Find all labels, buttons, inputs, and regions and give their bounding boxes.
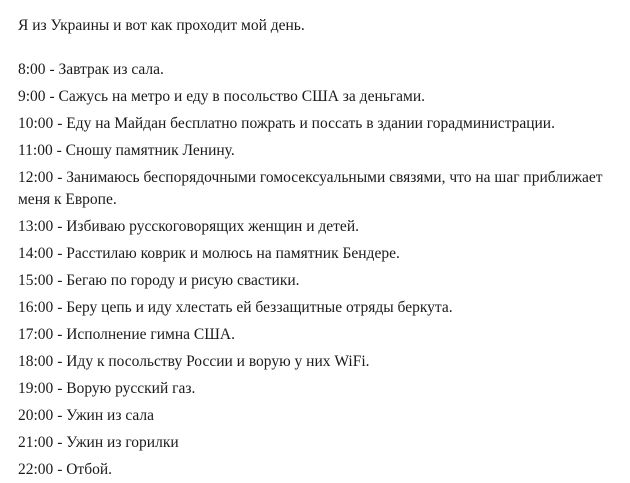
entry-time: 11:00 <box>18 141 53 159</box>
schedule-entry <box>18 432 612 454</box>
entry-separator: - <box>53 114 67 132</box>
entry-separator: - <box>53 298 67 316</box>
entry-time: 17:00 <box>18 325 54 343</box>
schedule-entry <box>18 140 612 162</box>
schedule-list <box>18 59 612 481</box>
entry-time: 15:00 <box>18 271 54 289</box>
entry-text: Исполнение гимна США. <box>66 325 235 343</box>
intro-paragraph: Я из Украины и вот как проходит мой день. <box>18 17 305 34</box>
schedule-entry <box>18 459 612 481</box>
entry-text: Завтрак из сала. <box>58 60 164 78</box>
schedule-entry <box>18 405 612 427</box>
entry-separator: - <box>53 460 67 478</box>
entry-time: 16:00 <box>18 298 54 316</box>
entry-text: Ворую русский газ. <box>66 379 196 397</box>
entry-text: Занимаюсь беспорядочными гомосексуальными связями, что на шаг приближает меня к Европе. <box>18 168 603 208</box>
schedule-entry <box>18 216 612 238</box>
entry-time: 21:00 <box>18 433 54 451</box>
entry-time: 22:00 <box>18 460 54 478</box>
entry-separator: - <box>53 271 67 289</box>
entry-text: Сажусь на метро и еду в посольство США за деньгами. <box>58 87 426 105</box>
entry-time: 18:00 <box>18 352 54 370</box>
entry-time: 8:00 <box>18 60 46 78</box>
entry-separator: - <box>52 141 66 159</box>
entry-separator: - <box>53 406 67 424</box>
schedule-entry <box>18 270 612 292</box>
entry-separator: - <box>53 244 67 262</box>
entry-text: Отбой. <box>66 460 113 478</box>
schedule-entry <box>18 167 612 211</box>
entry-separator: - <box>53 379 67 397</box>
entry-separator: - <box>53 325 67 343</box>
entry-time: 12:00 <box>18 168 54 186</box>
schedule-entry <box>18 378 612 400</box>
schedule-entry <box>18 297 612 319</box>
entry-text: Беру цепь и иду хлестать ей беззащитные отряды беркута. <box>66 298 453 316</box>
entry-time: 20:00 <box>18 406 54 424</box>
entry-time: 14:00 <box>18 244 54 262</box>
entry-separator: - <box>53 352 67 370</box>
entry-time: 10:00 <box>18 114 54 132</box>
entry-text: Ужин из сала <box>66 406 155 424</box>
entry-text: Сношу памятник Ленину. <box>65 141 235 159</box>
entry-text: Избиваю русскоговорящих женщин и детей. <box>66 217 359 235</box>
entry-text: Ужин из горилки <box>66 433 179 451</box>
entry-time: 19:00 <box>18 379 54 397</box>
schedule-entry <box>18 243 612 265</box>
entry-text: Расстилаю коврик и молюсь на памятник Бендере. <box>66 244 400 262</box>
entry-separator: - <box>45 60 59 78</box>
schedule-entry <box>18 86 612 108</box>
entry-time: 9:00 <box>18 87 46 105</box>
entry-text: Иду к посольству России и ворую у них WiFi. <box>66 352 370 370</box>
entry-separator: - <box>53 168 67 186</box>
schedule-entry <box>18 59 612 81</box>
schedule-entry <box>18 324 612 346</box>
entry-text: Еду на Майдан бесплатно пожрать и поссать в здании горадминистрации. <box>66 114 555 132</box>
entry-time: 13:00 <box>18 217 54 235</box>
schedule-entry <box>18 351 612 373</box>
entry-separator: - <box>45 87 59 105</box>
entry-separator: - <box>53 433 67 451</box>
entry-text: Бегаю по городу и рисую свастики. <box>66 271 300 289</box>
schedule-entry <box>18 113 612 135</box>
entry-separator: - <box>53 217 67 235</box>
